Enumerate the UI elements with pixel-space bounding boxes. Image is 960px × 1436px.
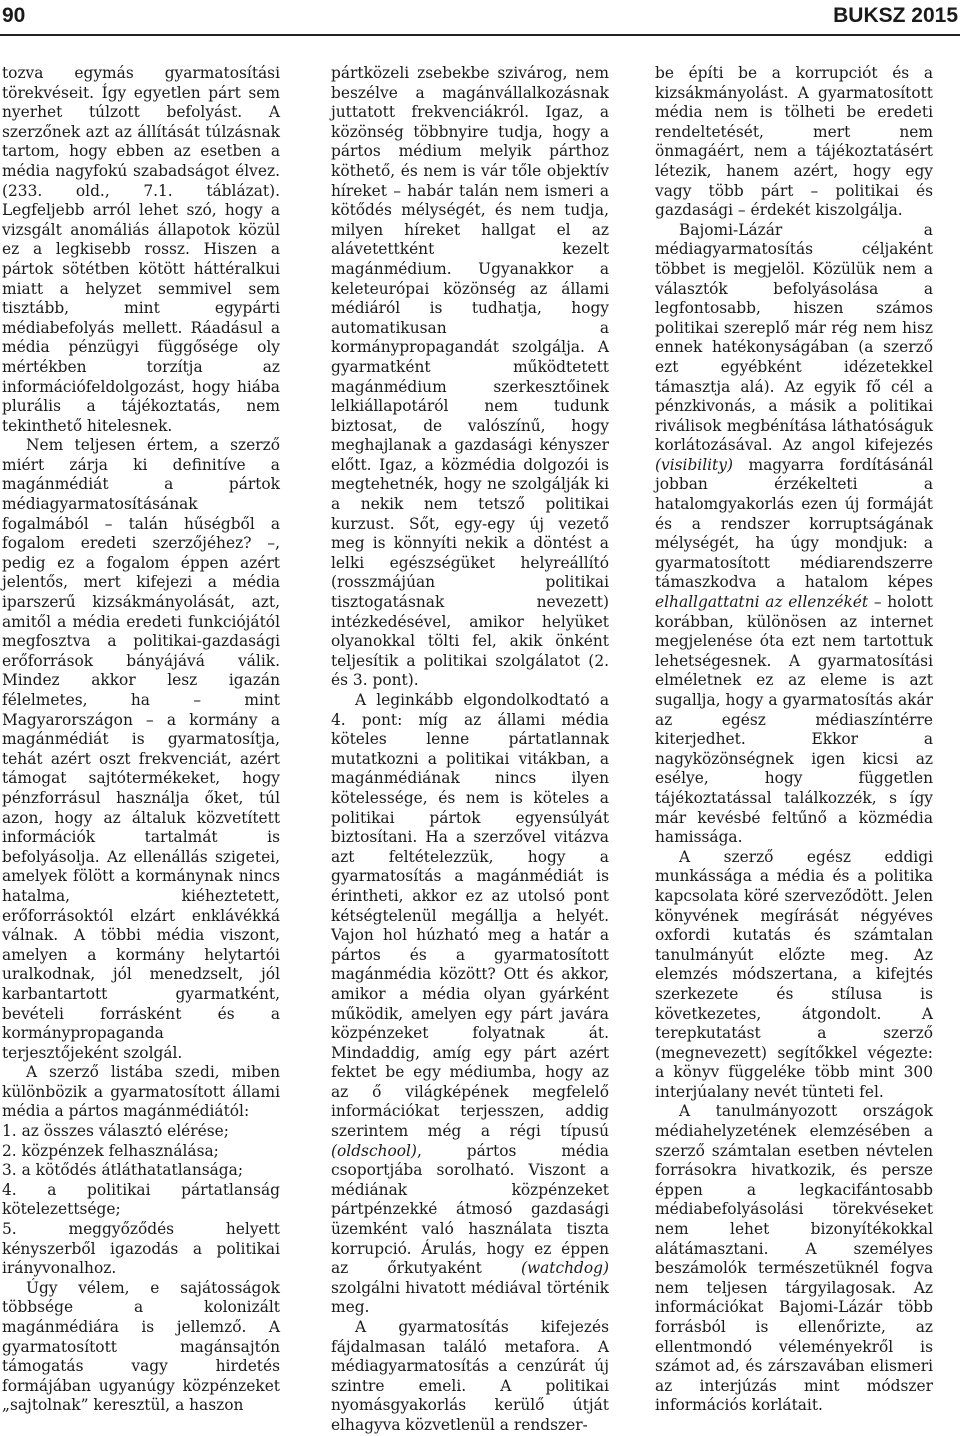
numbered-list <box>2 1122 280 1279</box>
paragraph: A gyarmatosítás kifejezés fájdalmasan találó metafora. A médiagyarmatosítás a cenzúrát új szintre emeli. A politikai nyomásgyakorlás kerülő útját elhagyva közvetlenül a rendszer- <box>331 1318 609 1434</box>
article-body <box>0 64 960 1434</box>
text-run: – holott korábban, különösen az internet megjelenése óta ezt nem tartottuk lehetségesnek. A gyarmatosítási elméletnek ez az eleme is azt sugallja, hogy a gyarmatosítás akár az egész médiaszíntérre kiterjedhet. Ekkor a nagyközönségnek igen kicsi az esélye, hogy független tájékoztatással találkozzék, s így már kevésbé feltűnő a közmédia hamissága. <box>655 593 933 847</box>
text-column-1 <box>2 64 280 1415</box>
paragraph: A szerző egész eddigi munkássága a média és a politika kapcsolata köré szerveződött. Jelen könyvének megírását négyéves oxfordi kutatás és számtalan tanulmányút előzte meg. Az elemzés módszertana, a kifejtés szerkezete és stílusa is következetes, átgondolt. A terepkutatást a szerző (megnevezett) segítőkkel végezte: a könyv függeléke több mint 300 interjúalany nevét tünteti fel. <box>655 847 933 1101</box>
text-run: szolgálni hivatott médiával történik meg. <box>331 1278 609 1317</box>
italic-term: elhallgattatni az ellenzékét <box>655 593 869 612</box>
paragraph: A tanulmányozott országok médiahelyzetének elemzésében a szerző számtalan esetben névtelen forrásokra hivatkozik, és persze éppen a legkacifántosabb médiabefolyásolási törekvéseket nem lehet bizonyítékokkal alátámasztani. A személyes beszámolók természetüknél fogva nem teljesen tárgyilagosak. Az információkat Bajomi-Lázár több forrásból is ellenőrizte, az ellentmondó véleményekről is számot ad, és zárszavában elismeri az interjúzás mint módszer információs korlátait. <box>655 1102 933 1415</box>
list-item: 1. az összes választó elérése; <box>2 1122 229 1141</box>
list-item: 2. közpénzek felhasználása; <box>2 1141 219 1160</box>
italic-term: (visibility) <box>655 455 733 474</box>
paragraph: be építi be a korrupciót és a kizsákmányolást. A gyarmatosított média nem is tölheti be eredeti rendeltetését, mert nem önmagáért, nem a tájékoztatásért létezik, hanem azért, hogy egy vagy több párt – politikai és gazdasági – érdekét kiszolgálja. <box>655 64 933 220</box>
text-run: Bajomi-Lázár a médiagyarmatosítás céljaként többet is megjelöl. Közülük nem a választók befolyásolása a legfontosabb, hiszen számos politikai szereplő már rég nem hisz ennek hatékonyságában (a szerző ezt egyébként idézetekkel támasztja alá). Az egyik fő cél a pénzkivonás, a másik a politikai riválisok megbénítása láthatóságuk korlátozásával. Az angol kifejezés <box>655 220 933 455</box>
italic-term: (oldschool) <box>331 1141 417 1160</box>
paragraph: Úgy vélem, e sajátosságok többsége a kolonizált magánmédiára is jellemző. A gyarmatosított magánsajtón támogatás vagy hirdetés formájában ugyanúgy közpénzeket „sajtolnak” keresztül, a haszon <box>2 1278 280 1415</box>
list-item: 5. meggyőződés helyett kényszerből igazodás a politikai irányvonalhoz. <box>2 1220 280 1278</box>
list-item: 4. a politikai pártatlanság kötelezettsége; <box>2 1180 280 1219</box>
paragraph: pártközeli zsebekbe szivárog, nem beszélve a magánvállalkozásnak juttatott frekvenciákról. Igaz, a közönség többnyire tudja, hogy a pártos médium melyik párthoz köthető, és nem is vár tőle objektív híreket – habár talán nem ismeri a kötődés mélységét, és nem tudja, milyen híreket hallgat el az alávetettként kezelt magánmédium. Ugyanakkor a keleteurópai közönség az állami médiáról is tudhatja, hogy automatikusan a kormánypropagandát szolgálja. A gyarmatként működtetett magánmédium szerkesztőinek lelkiállapotáról nem tudunk biztosat, de valószínű, hogy meghajlanak a gazdasági kényszer előtt. Igaz, a közmédia dolgozói is megtehetnék, hogy ne szolgálják ki a nekik nem tetsző politikai kurzust. Sőt, egy-egy új vezető meg is könnyíti nekik a döntést a lelki egészségüket helyreállító (rosszmájúan politikai tisztogatásnak nevezett) intézkedésével, amikor helyüket olyanokkal tölti fel, akik önként teljesítik a politikai szolgálatot (2. és 3. pont). <box>331 64 609 690</box>
paragraph: Nem teljesen értem, a szerző miért zárja ki definitíve a magánmédiát a pártok médiagyarmatosításának fogalmából – talán hűségből a fogalom eredeti szerzőjéhez? –, pedig ez a fogalom éppen azért jelentős, mert kifejezi a média iparszerű kizsákmányolását, azt, amitől a média eredeti funkciójától megfosztva a politikai-gazdasági erőforrások bányájává válik. Mindez akkor lesz igazán félelmetes, ha – mint Magyarországon – a kormány a magánmédiát is gyarmatosítja, tehát azért oszt frekvenciát, azért támogat sajtótermékeket, hogy pénzforrásul használja őket, túl azon, hogy az általuk közvetített információk tartalmát is befolyásolja. Az ellenállás szigetei, amelyek fölött a kormánynak nincs hatalma, kiéheztetett, erőforrásoktól elzárt enklávékká válnak. A többi média viszont, amelyen a kormány helytartói uralkodnak, jól menedzselt, jól karbantartott gyarmatként, bevételi forrásként és a kormánypropaganda terjesztőjeként szolgál. <box>2 436 280 1062</box>
text-column-3 <box>655 64 933 1415</box>
page-header <box>0 0 960 36</box>
paragraph <box>331 691 609 1318</box>
paragraph <box>655 221 933 848</box>
text-run: A leginkább elgondolkodtató a 4. pont: míg az állami média köteles lenne pártatlannak mutatkozni a politikai vitákban, a magánmédiának nincs ilyen kötelessége, és nem is köteles a politikai pártok egyensúlyát biztosítani. Ha a szerzővel vitázva azt feltételezzük, hogy a gyarmatosítás a magánmédiát is érintheti, akkor ez az utolsó pont kétségtelenül megállja a helyét. Vajon hol húzható meg a határ a pártos és a gyarmatosított magánmédia között? Ott és akkor, amikor a média olyan gyárként működik, amelyen egy párt javára közpénzeket folyatnak át. Mindaddig, amíg egy párt azért fektet be egy médiumba, hogy az az ő világképének megfelelő információkat terjesszen, addig szerintem még a régi típusú <box>331 691 609 1141</box>
paragraph: tozva egymás gyarmatosítási törekvéseit. Így egyetlen párt sem nyerhet túlzott befolyást. A szerzőnek azt az állítását túlzásnak tartom, hogy ebben az esetben a média nagyfokú szabadságot élvez. (233. old., 7.1. táblázat). Legfeljebb arról lehet szó, hogy a vizsgált anomáliás állapotok közül ez a legkisebb rossz. Hiszen a pártok sötétben kötött háttéralkui miatt a helyzet semmivel sem tisztább, mint egypárti médiabefolyás mellett. Ráadásul a média pénzügyi függősége oly mértékben torzítja az információfeldolgozást, hogy hiába plurális a tájékoztatás, nem tekinthető hitelesnek. <box>2 64 280 435</box>
text-run: , pártos média csoportjába sorolható. Viszont a médiának közpénzeket pártpénzekké átmosó gazdasági üzemként való használata tiszta korrupció. Árulás, hogy ez éppen az őrkutyaként <box>331 1141 609 1278</box>
page-number: 90 <box>2 4 26 27</box>
journal-title: BUKSZ 2015 <box>833 4 958 27</box>
text-column-2 <box>331 64 609 1434</box>
text-run: magyarra fordításánál jobban érzékelteti a hatalomgyakorlás ezen új formáját és a rendszer korruptságának mélységét, ha úgy mondjuk: a gyarmatosított médiarendszerre támaszkodva a hatalom képes <box>655 455 933 592</box>
italic-term: (watchdog) <box>520 1259 609 1278</box>
paragraph: A szerző listába szedi, miben különbözik a gyarmatosított állami média a pártos magánmédiától: <box>2 1063 280 1121</box>
list-item: 3. a kötődés átláthatatlansága; <box>2 1161 244 1180</box>
